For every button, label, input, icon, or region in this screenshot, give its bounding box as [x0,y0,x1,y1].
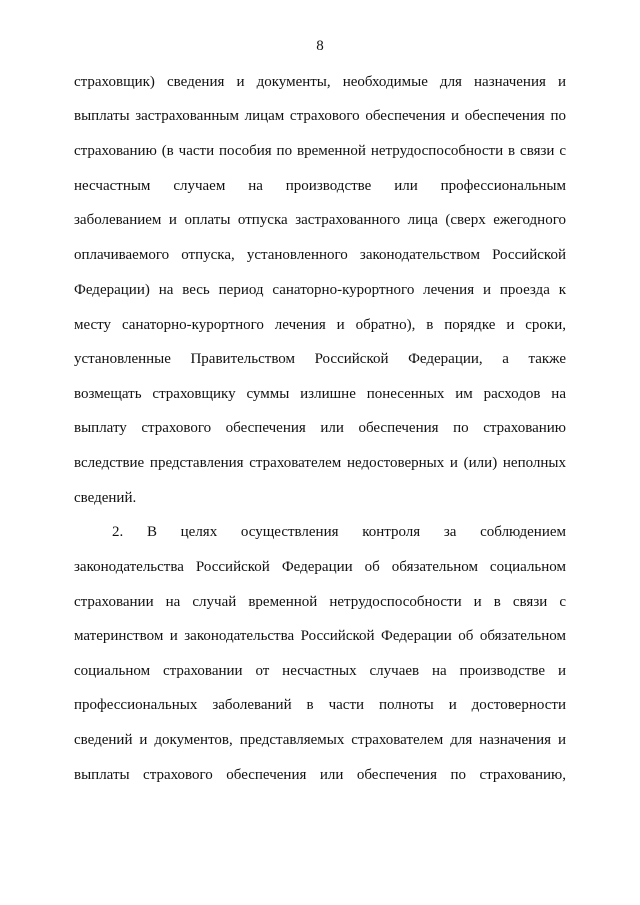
text-line: страховщик) сведения и документы, необходимые для назначения и [74,74,566,90]
text-line: вследствие представления страхователем недостоверных и (или) неполных [74,455,566,471]
text-line: страхованию (в части пособия по временной нетрудоспособности в связи с [74,143,566,159]
text-line: выплату страхового обеспечения или обеспечения по страхованию [74,420,566,436]
text-line: месту санаторно-курортного лечения и обратно), в порядке и сроки, [74,317,566,333]
text-line: социальном страховании от несчастных случаев на производстве и [74,663,566,679]
text-line: возмещать страховщику суммы излишне понесенных им расходов на [74,386,566,402]
text-line: сведений и документов, представляемых страхователем для назначения и [74,732,566,748]
text-line: материнством и законодательства Российской Федерации об обязательном [74,628,566,644]
text-line: страховании на случай временной нетрудоспособности и в связи с [74,594,566,610]
text-line: сведений. [74,490,137,506]
text-line: законодательства Российской Федерации об обязательном социальном [74,559,566,575]
text-line: установленные Правительством Российской Федерации, а также [74,351,566,367]
page-number: 8 [316,38,324,54]
text-line: оплачиваемого отпуска, установленного законодательством Российской [74,247,566,263]
text-line: несчастным случаем на производстве или профессиональным [74,178,566,194]
text-line: профессиональных заболеваний в части полноты и достоверности [74,697,566,713]
text-line: заболеванием и оплаты отпуска застрахованного лица (сверх ежегодного [74,212,566,228]
text-line: Федерации) на весь период санаторно-курортного лечения и проезда к [74,282,566,298]
text-line: 2. В целях осуществления контроля за соблюдением [112,524,566,540]
text-line: выплаты застрахованным лицам страхового обеспечения и обеспечения по [74,108,566,124]
text-line: выплаты страхового обеспечения или обеспечения по страхованию, [74,767,566,783]
